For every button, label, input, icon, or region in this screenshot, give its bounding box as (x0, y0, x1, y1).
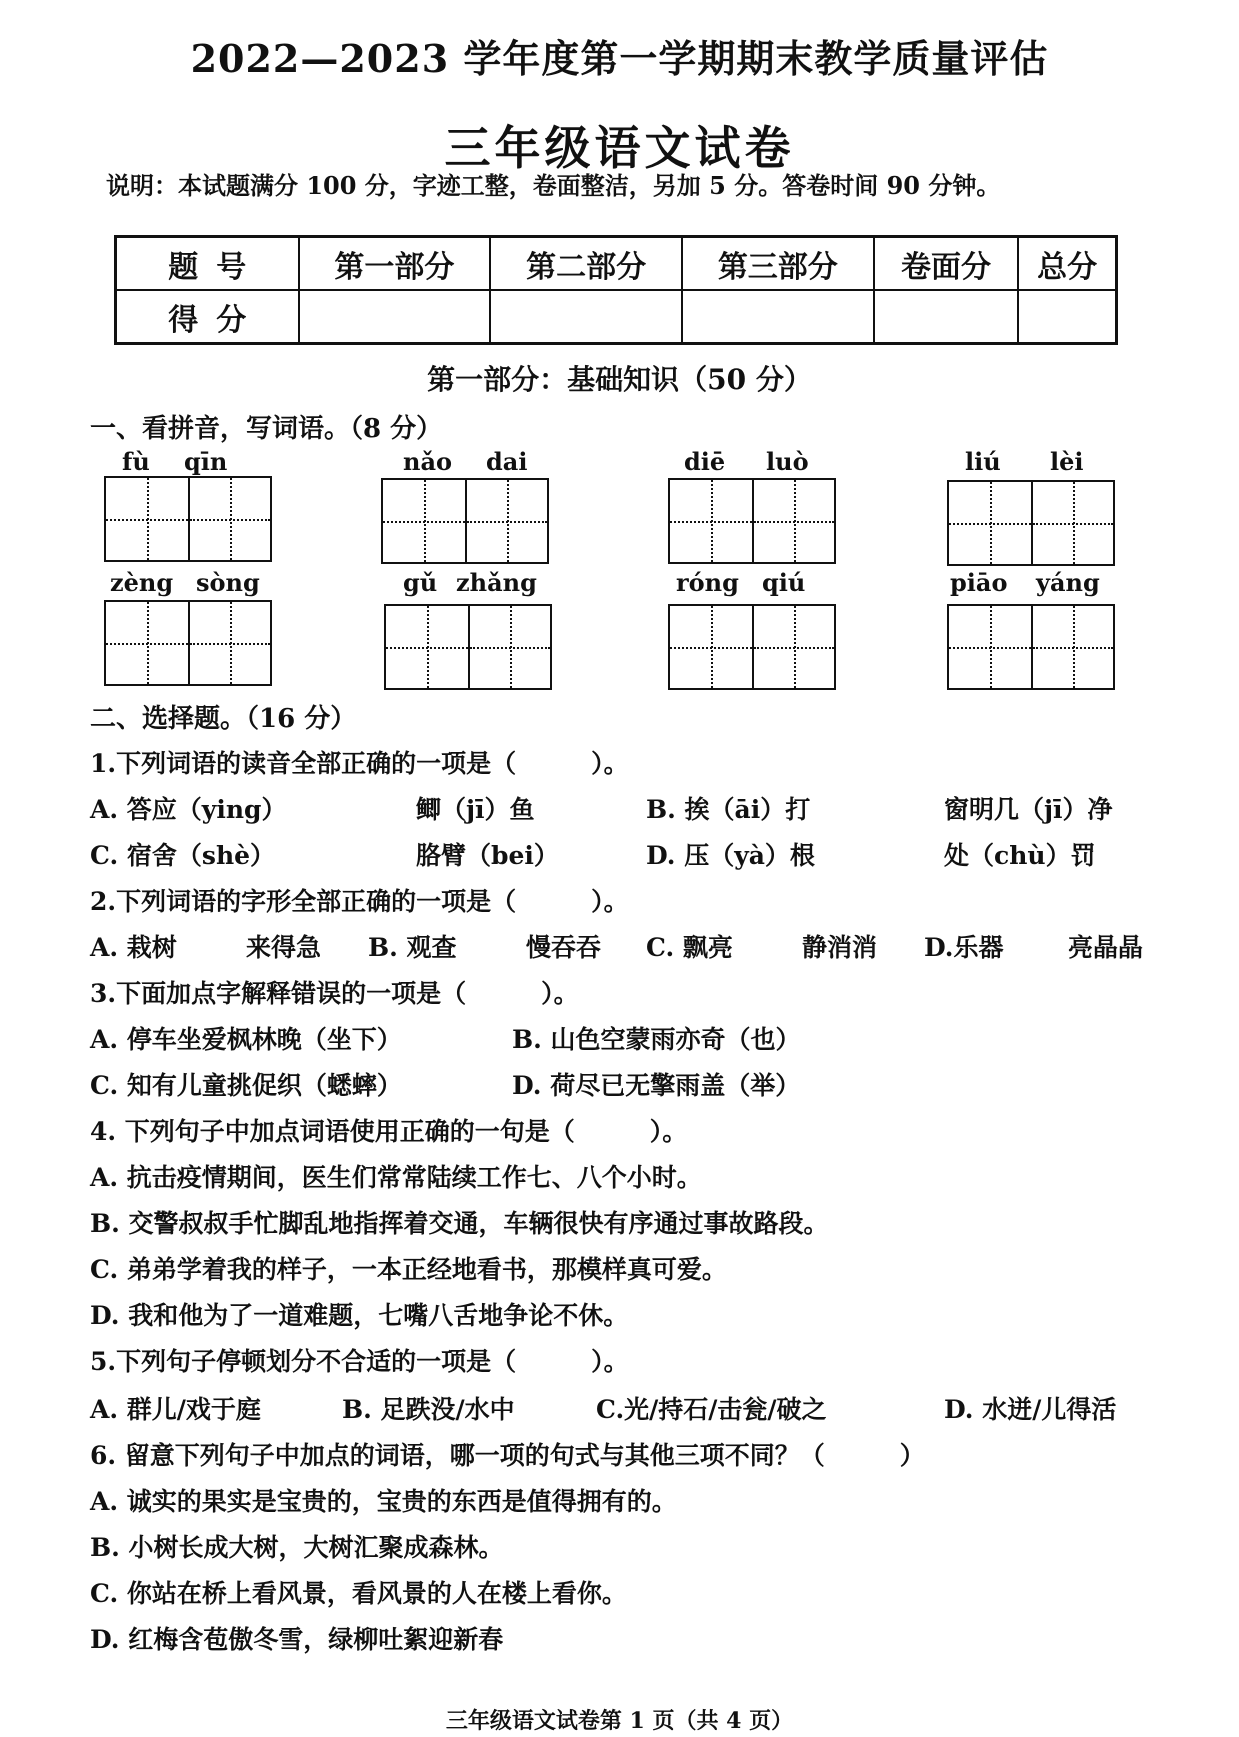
option-b: B. 挨（āi）打 (646, 795, 811, 824)
tianzige-grid[interactable] (947, 480, 1115, 566)
option-a: A. 停车坐爱枫林晚（坐下） (90, 1025, 402, 1054)
option-b: B. 山色空蒙雨亦奇（也） (512, 1025, 801, 1054)
option-a: A. 栽树 (90, 933, 177, 962)
option-b: B. 足跌没/水中 (342, 1395, 515, 1424)
option-c: C. 飘亮 (646, 933, 733, 962)
score-cell[interactable] (299, 290, 491, 344)
score-header-cell: 第三部分 (682, 237, 874, 291)
option-d: D.乐器 (924, 933, 1004, 962)
tianzige-grid[interactable] (104, 600, 272, 686)
option-c: C. 你站在桥上看风景，看风景的人在楼上看你。 (90, 1579, 627, 1608)
pinyin-label: gǔ (403, 568, 438, 597)
question-4-stem: 4. 下列句子中加点词语使用正确的一句是（ ）。 (90, 1117, 688, 1146)
option-c-second-word: 胳臂（bei） (416, 841, 559, 870)
score-header-cell: 第二部分 (490, 237, 682, 291)
exam-title: 2022—2023 学年度第一学期期末教学质量评估 (190, 36, 1049, 81)
option-d: D. 红梅含苞傲冬雪，绿柳吐絮迎新春 (90, 1625, 504, 1654)
score-cell[interactable] (874, 290, 1019, 344)
part-one-heading: 第一部分：基础知识（50 分） (427, 363, 812, 396)
exam-subtitle: 三年级语文试卷 (444, 121, 795, 175)
score-row-label: 得分 (116, 290, 299, 344)
pinyin-label: qiú (762, 568, 806, 597)
option-a-second-word: 鲫（jī）鱼 (416, 795, 535, 824)
section-two-heading: 二、选择题。（16 分） (90, 704, 357, 734)
option-d-second-word: 处（chù）罚 (944, 841, 1096, 870)
option-a: A. 答应（ying） (90, 795, 287, 824)
option-c: C. 知有儿童挑促织（蟋蟀） (90, 1071, 402, 1100)
option-b: B. 小树长成大树，大树汇聚成森林。 (90, 1533, 504, 1562)
pinyin-label: sòng (196, 568, 260, 597)
option-c: C. 弟弟学着我的样子，一本正经地看书，那模样真可爱。 (90, 1255, 727, 1284)
page-footer: 三年级语文试卷第 1 页（共 4 页） (445, 1708, 794, 1734)
pinyin-label: qīn (184, 447, 228, 476)
score-header-cell: 卷面分 (874, 237, 1019, 291)
option-a: A. 群儿/戏于庭 (90, 1395, 261, 1424)
score-cell[interactable] (1018, 290, 1116, 344)
score-header-cell: 总分 (1018, 237, 1116, 291)
option-b-second-word: 窗明几（jī）净 (944, 795, 1113, 824)
score-table-header-row (116, 237, 1117, 291)
pinyin-label: luò (766, 447, 809, 476)
pinyin-label: piāo (950, 568, 1008, 597)
pinyin-label: dai (486, 447, 528, 476)
pinyin-label: zèng (110, 568, 174, 597)
option-c-second-word: 静消消 (802, 933, 878, 962)
option-a-second-word: 来得急 (246, 933, 322, 962)
option-d: D. 压（yà）根 (646, 841, 815, 870)
score-table-score-row (116, 290, 1117, 344)
pinyin-label: yáng (1036, 568, 1100, 597)
question-2-stem: 2.下列词语的字形全部正确的一项是（ ）。 (90, 887, 629, 916)
tianzige-grid[interactable] (381, 478, 549, 564)
pinyin-label: róng (676, 568, 739, 597)
pinyin-label: fù (122, 447, 150, 476)
pinyin-label: lèi (1050, 447, 1084, 476)
option-b: B. 观查 (368, 933, 457, 962)
pinyin-label: diē (684, 447, 726, 476)
question-1-stem: 1.下列词语的读音全部正确的一项是（ ）。 (90, 749, 629, 778)
pinyin-label: zhǎng (456, 568, 537, 597)
option-d: D. 我和他为了一道难题，七嘴八舌地争论不休。 (90, 1301, 629, 1330)
score-cell[interactable] (682, 290, 874, 344)
option-d-second-word: 亮晶晶 (1068, 933, 1144, 962)
option-c: C.光/持石/击瓮/破之 (596, 1395, 827, 1424)
option-d: D. 荷尽已无擎雨盖（举） (512, 1071, 801, 1100)
option-b: B. 交警叔叔手忙脚乱地指挥着交通，车辆很快有序通过事故路段。 (90, 1209, 829, 1238)
question-3-stem: 3.下面加点字解释错误的一项是（ ）。 (90, 979, 579, 1008)
pinyin-label: nǎo (403, 447, 453, 476)
option-a: A. 诚实的果实是宝贵的，宝贵的东西是值得拥有的。 (90, 1487, 677, 1516)
tianzige-grid[interactable] (104, 476, 272, 562)
score-cell[interactable] (490, 290, 682, 344)
option-c: C. 宿舍（shè） (90, 841, 276, 870)
option-d: D. 水迸/儿得活 (944, 1395, 1117, 1424)
question-6-stem: 6. 留意下列句子中加点的词语，哪一项的句式与其他三项不同？（ ） (90, 1441, 925, 1470)
tianzige-grid[interactable] (384, 604, 552, 690)
section-one-heading: 一、看拼音，写词语。（8 分） (90, 414, 443, 444)
exam-instructions: 说明：本试题满分 100 分，字迹工整，卷面整洁，另加 5 分。答卷时间 90 分钟。 (106, 171, 1001, 200)
question-5-stem: 5.下列句子停顿划分不合适的一项是（ ）。 (90, 1347, 629, 1376)
score-header-cell: 第一部分 (299, 237, 491, 291)
tianzige-grid[interactable] (668, 604, 836, 690)
score-table (114, 235, 1118, 345)
pinyin-label: liú (965, 447, 1001, 476)
score-header-cell: 题号 (116, 237, 299, 291)
option-a: A. 抗击疫情期间，医生们常常陆续工作七、八个小时。 (90, 1163, 702, 1192)
tianzige-grid[interactable] (947, 604, 1115, 690)
tianzige-grid[interactable] (668, 478, 836, 564)
option-b-second-word: 慢吞吞 (526, 933, 602, 962)
